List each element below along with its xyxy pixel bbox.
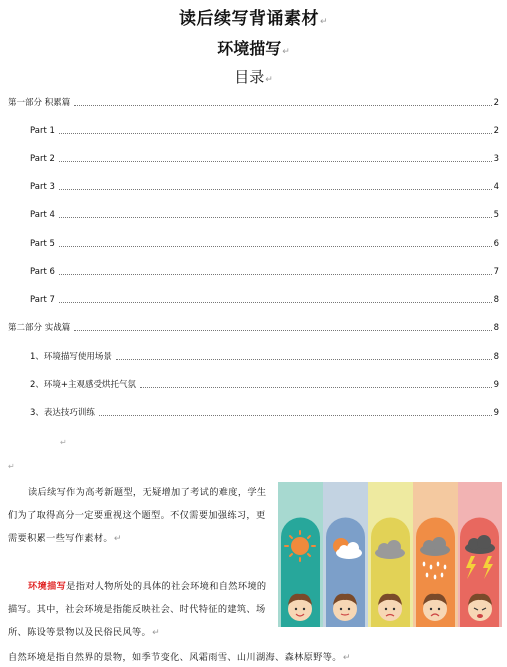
document-subtitle: 环境描写↵ bbox=[217, 39, 290, 58]
definition-paragraph: 环境描写是指对人物所处的具体的社会环境和自然环境的描写。其中，社会环境是指能反映社会、时代特征的建筑、场所、陈设等景物以及民俗民风等。↵ bbox=[8, 581, 267, 638]
toc-entry[interactable]: 1、环境描写使用场景 8 bbox=[30, 352, 499, 362]
toc-entry[interactable]: Part 7 8 bbox=[30, 295, 499, 305]
paragraph-mark: ↵ bbox=[60, 438, 67, 447]
document-title: 读后续写背诵素材↵ bbox=[178, 9, 329, 29]
toc-heading: 目录↵ bbox=[234, 68, 273, 86]
toc-entry[interactable]: 第一部分 积累篇 2 bbox=[8, 98, 499, 108]
toc-entry[interactable]: Part 3 4 bbox=[30, 182, 499, 192]
sad-face-icon bbox=[423, 594, 447, 621]
toc-entry[interactable]: Part 1 2 bbox=[30, 126, 499, 136]
toc-entry[interactable]: Part 6 7 bbox=[30, 267, 499, 277]
toc-entry[interactable]: 3、表达技巧训练 9 bbox=[30, 408, 499, 418]
toc-entry[interactable]: 第二部分 实战篇 8 bbox=[8, 323, 499, 333]
natural-environment-line: 自然环境是指自然界的景物，如季节变化、风霜雨雪、山川湖海、森林原野等。↵ bbox=[8, 652, 351, 663]
weather-illustration bbox=[278, 482, 502, 627]
toc-entry[interactable]: Part 2 3 bbox=[30, 154, 499, 164]
toc-entry[interactable]: Part 4 5 bbox=[30, 210, 499, 220]
intro-paragraph: 读后续写作为高考新题型，无疑增加了考试的难度，学生们为了取得高分一定要重视这个题型。不仅需要加强练习，更需要积累一些写作素材。↵ bbox=[8, 487, 267, 544]
toc-entry[interactable]: 2、环境+主观感受烘托气氛 9 bbox=[30, 380, 499, 390]
content-face-icon bbox=[333, 594, 357, 621]
highlight-term: 环境描写 bbox=[28, 581, 67, 592]
paragraph-mark: ↵ bbox=[8, 462, 15, 471]
toc-entry[interactable]: Part 5 6 bbox=[30, 239, 499, 249]
crying-face-icon bbox=[468, 594, 492, 621]
happy-face-icon bbox=[288, 594, 312, 621]
neutral-face-icon bbox=[378, 594, 402, 621]
